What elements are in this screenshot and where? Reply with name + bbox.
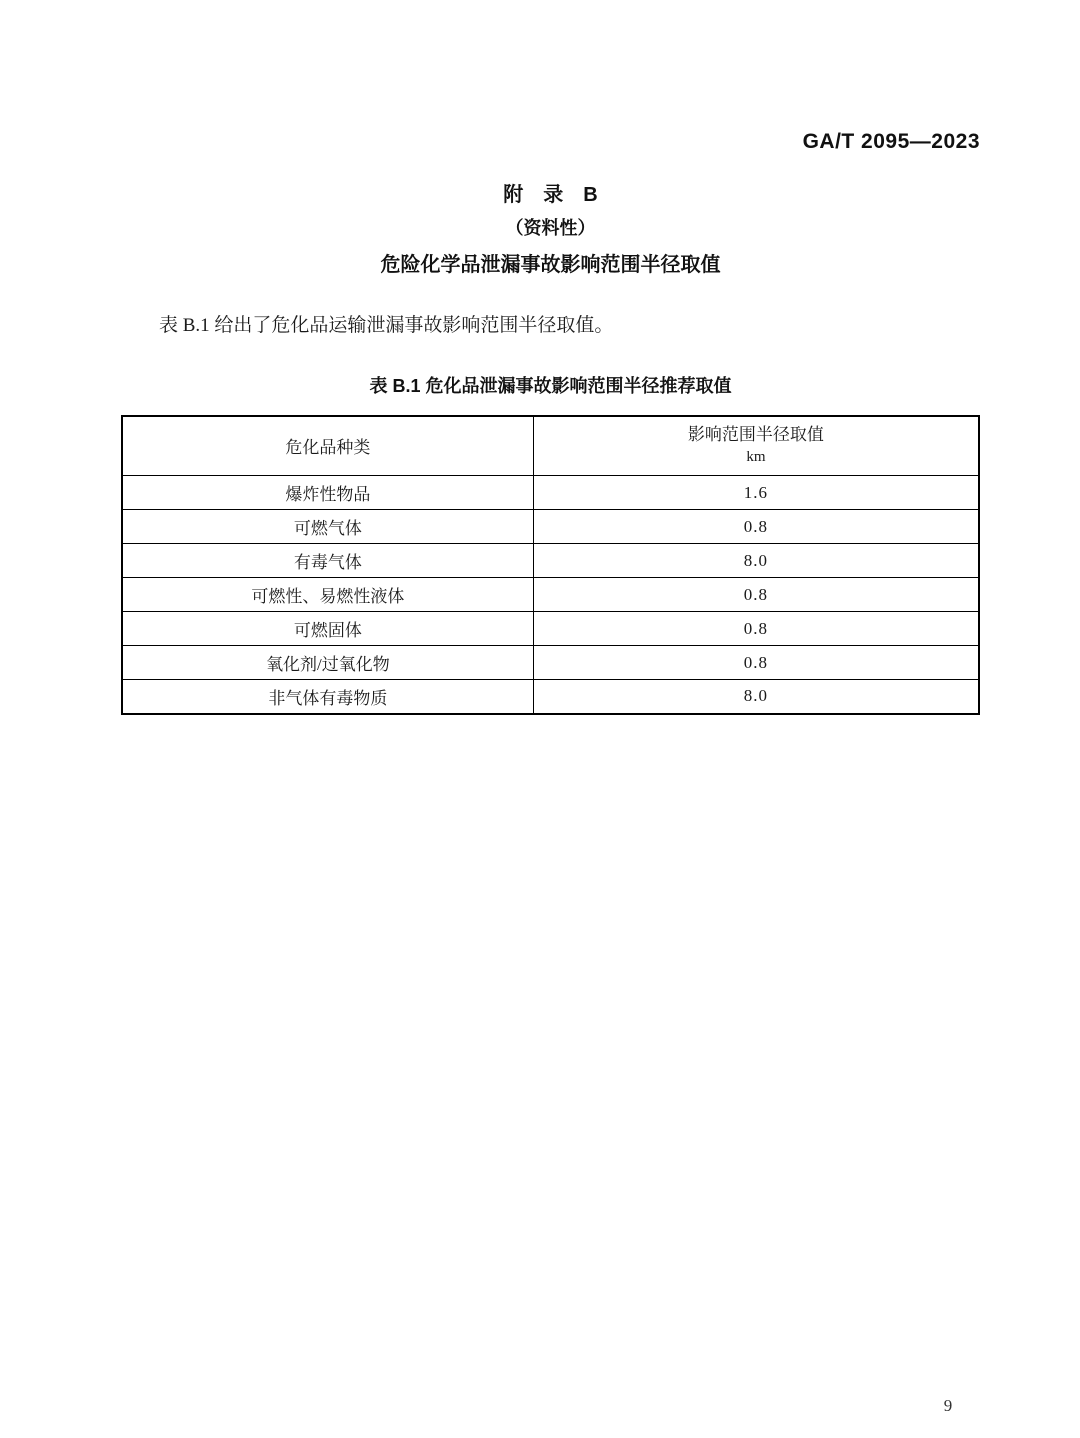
category-cell: 非气体有毒物质 <box>122 680 533 714</box>
table-header <box>122 416 979 476</box>
value-cell: 0.8 <box>533 510 979 544</box>
table-row <box>122 476 979 510</box>
table-row <box>122 612 979 646</box>
table-caption: 表 B.1 危化品泄漏事故影响范围半径推荐取值 <box>369 375 732 396</box>
table-row <box>122 578 979 612</box>
category-cell: 可燃性、易燃性液体 <box>122 578 533 612</box>
table-row <box>122 646 979 680</box>
appendix-informative-label: （资料性） <box>505 218 596 238</box>
value-cell: 0.8 <box>533 578 979 612</box>
table-row <box>122 680 979 714</box>
table-row <box>122 544 979 578</box>
value-cell: 8.0 <box>533 680 979 714</box>
table-row <box>122 510 979 544</box>
value-cell: 0.8 <box>533 612 979 646</box>
appendix-subject-title: 危险化学品泄漏事故影响范围半径取值 <box>380 254 721 276</box>
category-cell: 可燃固体 <box>122 612 533 646</box>
column-header-radius <box>533 416 979 476</box>
value-cell: 1.6 <box>533 476 979 510</box>
category-cell: 爆炸性物品 <box>122 476 533 510</box>
column-header-category: 危化品种类 <box>122 416 533 476</box>
table-body <box>122 476 979 714</box>
column-header-unit: km <box>746 449 766 466</box>
table-header-row <box>122 416 979 476</box>
category-cell: 氧化剂/过氧化物 <box>122 646 533 680</box>
category-cell: 有毒气体 <box>122 544 533 578</box>
intro-paragraph: 表 B.1 给出了危化品运输泄漏事故影响范围半径取值。 <box>159 315 614 336</box>
table-b1 <box>121 415 980 715</box>
page-number: 9 <box>943 1396 953 1415</box>
column-header-radius-label: 影响范围半径取值 <box>687 424 824 444</box>
standard-code-header: GA/T 2095—2023 <box>802 130 980 153</box>
appendix-title: 附 录 B <box>503 184 598 206</box>
value-cell: 8.0 <box>533 544 979 578</box>
content-area <box>121 0 980 715</box>
value-cell: 0.8 <box>533 646 979 680</box>
category-cell: 可燃气体 <box>122 510 533 544</box>
